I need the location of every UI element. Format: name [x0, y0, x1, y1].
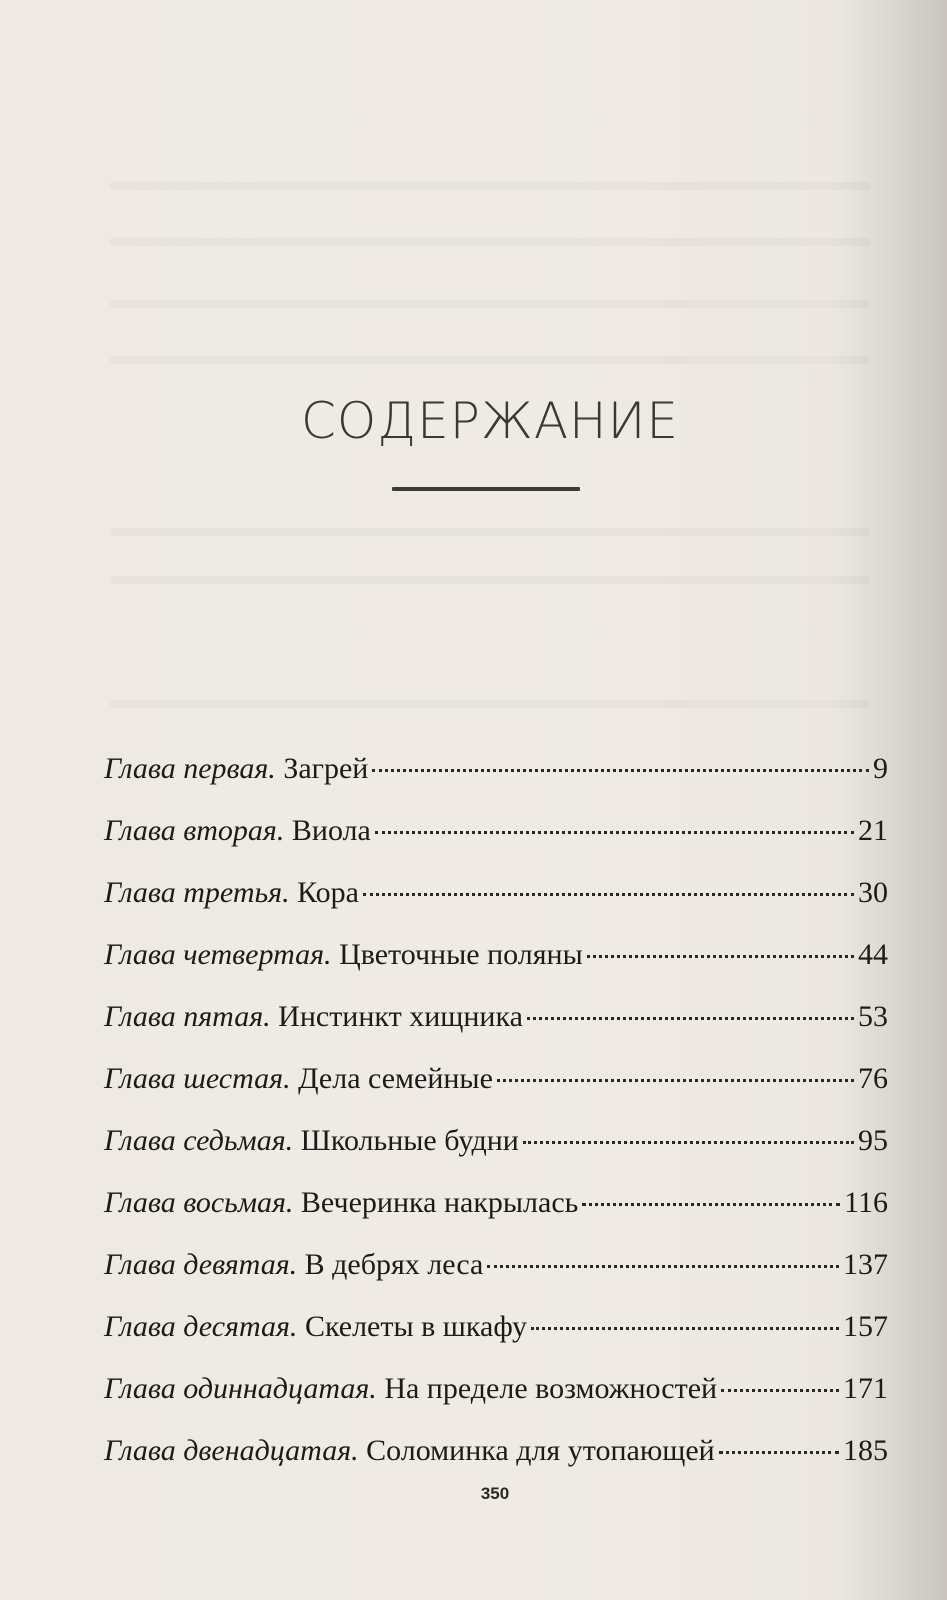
- chapter-number: Глава первая.: [104, 752, 276, 785]
- chapter-title: Школьные будни: [300, 1124, 519, 1157]
- toc-entry: [104, 1248, 888, 1310]
- dot-leader: [363, 893, 854, 896]
- chapter-title: Виола: [291, 814, 371, 847]
- dot-leader: [527, 1017, 854, 1020]
- dot-leader: [531, 1327, 839, 1330]
- page-ref: 30: [858, 876, 888, 909]
- dot-leader: [487, 1265, 839, 1268]
- chapter-number: Глава третья.: [104, 876, 290, 909]
- dot-leader: [375, 831, 854, 834]
- dot-leader: [582, 1203, 840, 1206]
- show-through-line: [110, 576, 870, 584]
- toc-entry: [104, 1310, 888, 1372]
- title-underline: [392, 487, 580, 491]
- chapter-title: В дебрях леса: [304, 1248, 484, 1281]
- show-through-line: [110, 238, 870, 246]
- chapter-number: Глава шестая.: [104, 1062, 291, 1095]
- toc-entry: [104, 938, 888, 1000]
- page-ref: 95: [858, 1124, 888, 1157]
- dot-leader: [721, 1389, 839, 1392]
- chapter-number: Глава седьмая.: [104, 1124, 294, 1157]
- table-of-contents: [104, 752, 888, 1496]
- page-ref: 44: [858, 938, 888, 971]
- show-through-line: [110, 300, 870, 308]
- dot-leader: [497, 1079, 854, 1082]
- page-ref: 21: [858, 814, 888, 847]
- page-ref: 185: [843, 1434, 888, 1467]
- show-through-line: [110, 700, 870, 708]
- dot-leader: [587, 955, 854, 958]
- page-ref: 116: [844, 1186, 888, 1219]
- page-ref: 171: [843, 1372, 888, 1405]
- page-ref: 53: [858, 1000, 888, 1033]
- chapter-title: Цветочные поляны: [339, 938, 583, 971]
- chapter-number: Глава десятая.: [104, 1310, 298, 1343]
- page-ref: 9: [873, 752, 888, 785]
- show-through-line: [110, 356, 870, 364]
- chapter-title: Скелеты в шкафу: [304, 1310, 528, 1343]
- chapter-number: Глава двенадцатая.: [104, 1434, 359, 1467]
- show-through-line: [110, 528, 870, 536]
- toc-entry: [104, 1062, 888, 1124]
- chapter-number: Глава четвертая.: [104, 938, 332, 971]
- show-through-line: [110, 182, 870, 190]
- dot-leader: [372, 769, 869, 772]
- dot-leader: [523, 1141, 854, 1144]
- page-title: СОДЕРЖАНИЕ: [301, 392, 679, 450]
- toc-entry: [104, 814, 888, 876]
- dot-leader: [719, 1451, 839, 1454]
- toc-entry: [104, 1124, 888, 1186]
- chapter-title: Соломинка для утопающей: [366, 1434, 715, 1467]
- chapter-number: Глава пятая.: [104, 1000, 271, 1033]
- toc-entry: [104, 1372, 888, 1434]
- chapter-number: Глава одиннадцатая.: [104, 1372, 377, 1405]
- toc-entry: [104, 1000, 888, 1062]
- page-number: 350: [480, 1484, 510, 1503]
- page-ref: 76: [858, 1062, 888, 1095]
- toc-entry: [104, 1186, 888, 1248]
- chapter-number: Глава восьмая.: [104, 1186, 294, 1219]
- chapter-title: Дела семейные: [298, 1062, 493, 1095]
- chapter-number: Глава девятая.: [104, 1248, 298, 1281]
- chapter-number: Глава вторая.: [104, 814, 285, 847]
- page-ref: 157: [843, 1310, 888, 1343]
- page-ref: 137: [843, 1248, 888, 1281]
- chapter-title: Кора: [297, 876, 359, 909]
- toc-entry: [104, 876, 888, 938]
- chapter-title: Инстинкт хищника: [278, 1000, 523, 1033]
- chapter-title: Вечеринка накрылась: [300, 1186, 579, 1219]
- toc-entry: [104, 752, 888, 814]
- chapter-title: Загрей: [283, 752, 369, 785]
- chapter-title: На пределе возможностей: [384, 1372, 718, 1405]
